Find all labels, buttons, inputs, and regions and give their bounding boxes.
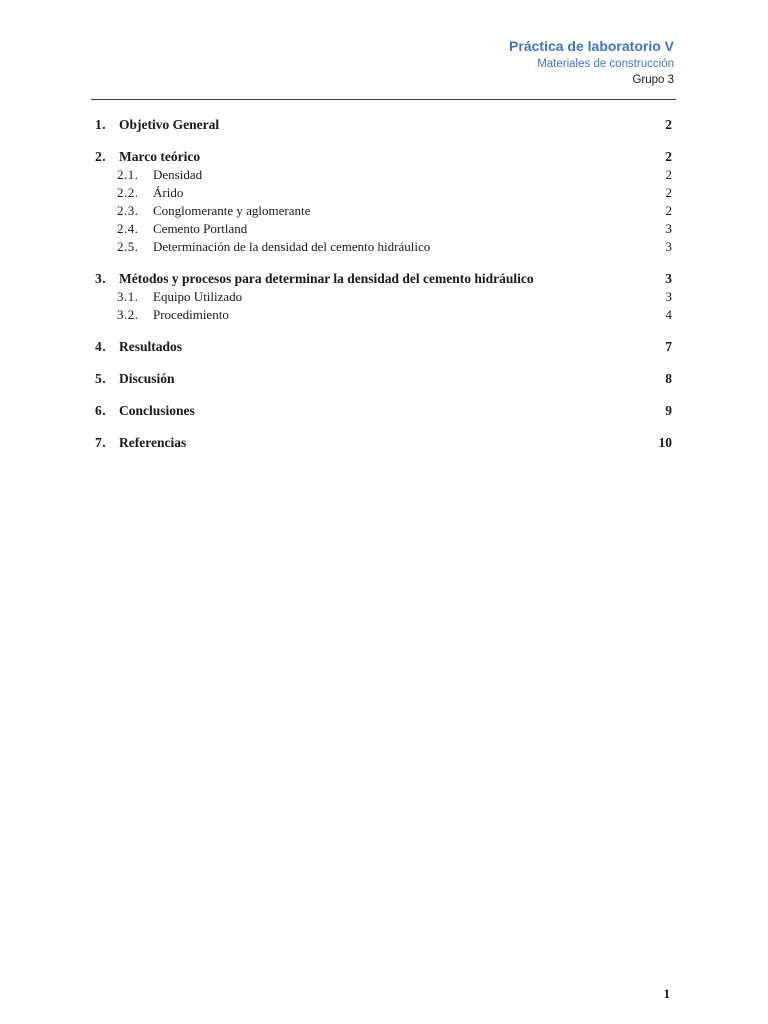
toc-entry (95, 288, 672, 306)
toc-entry-number: 2.2. (117, 185, 139, 200)
toc-entry-label: Marco teórico (119, 149, 201, 164)
toc-entry-number: 2. (95, 149, 107, 164)
document-subtitle: Materiales de construcción (537, 58, 674, 70)
toc-entry-label: Equipo Utilizado (153, 289, 243, 304)
toc-entry-number: 3.1. (117, 289, 139, 304)
toc-entry (95, 220, 672, 238)
toc-entry (95, 148, 672, 166)
toc-entry-label: Objetivo General (119, 117, 220, 132)
toc-entry (95, 202, 672, 220)
header-divider (91, 99, 676, 100)
toc-entry-page: 9 (665, 403, 672, 418)
toc-entry-label: Densidad (153, 167, 203, 182)
page-number: 1 (663, 986, 670, 1001)
toc-entry-number: 3. (95, 271, 107, 286)
toc-entry (95, 238, 672, 256)
toc-entry (95, 370, 672, 388)
toc-entry (95, 402, 672, 420)
document-header (509, 38, 674, 88)
toc-entry-label: Métodos y procesos para determinar la densidad del cemento hidráulico (119, 271, 534, 286)
toc-entry-page: 3 (665, 239, 672, 254)
toc-entry-label: Resultados (119, 339, 183, 354)
toc-entry (95, 270, 672, 288)
toc-entry-page: 2 (665, 185, 672, 200)
toc-entry-page: 7 (665, 339, 672, 354)
toc-entry (95, 434, 672, 452)
toc-entry (95, 166, 672, 184)
toc-entry-number: 2.5. (117, 239, 139, 254)
toc-entry-page: 10 (658, 435, 672, 450)
toc-entry-number: 5. (95, 371, 107, 386)
toc-entry-label: Discusión (119, 371, 175, 386)
toc-entry-page: 3 (665, 289, 672, 304)
toc-entry-number: 1. (95, 117, 107, 132)
toc-entry-label: Referencias (119, 435, 187, 450)
toc-entry-number: 6. (95, 403, 107, 418)
toc-entry-label: Conclusiones (119, 403, 195, 418)
toc-entry-page: 8 (665, 371, 672, 386)
toc-entry-label: Procedimiento (153, 307, 229, 322)
toc-entry-page: 3 (665, 271, 672, 286)
toc-entry-label: Cemento Portland (153, 221, 248, 236)
toc-entry-number: 4. (95, 339, 107, 354)
document-group-label: Grupo 3 (632, 74, 674, 86)
toc-entry (95, 338, 672, 356)
toc-entry (95, 184, 672, 202)
toc-entry-page: 2 (665, 149, 672, 164)
document-title: Práctica de laboratorio V (509, 38, 674, 54)
toc-entry-label: Conglomerante y aglomerante (153, 203, 311, 218)
toc-entry-page: 2 (665, 167, 672, 182)
toc-entry (95, 116, 672, 134)
toc-entry-number: 7. (95, 435, 107, 450)
toc-entry (95, 306, 672, 324)
toc-entry-number: 3.2. (117, 307, 139, 322)
toc-entry-number: 2.3. (117, 203, 139, 218)
toc-entry-page: 2 (665, 203, 672, 218)
toc-entry-label: Determinación de la densidad del cemento hidráulico (153, 239, 431, 254)
toc-entry-number: 2.1. (117, 167, 139, 182)
toc-entry-page: 2 (665, 117, 672, 132)
toc-entry-page: 3 (665, 221, 672, 236)
toc-entry-number: 2.4. (117, 221, 139, 236)
toc-entry-page: 4 (665, 307, 672, 322)
table-of-contents (95, 116, 672, 452)
toc-entry-label: Árido (153, 185, 184, 200)
